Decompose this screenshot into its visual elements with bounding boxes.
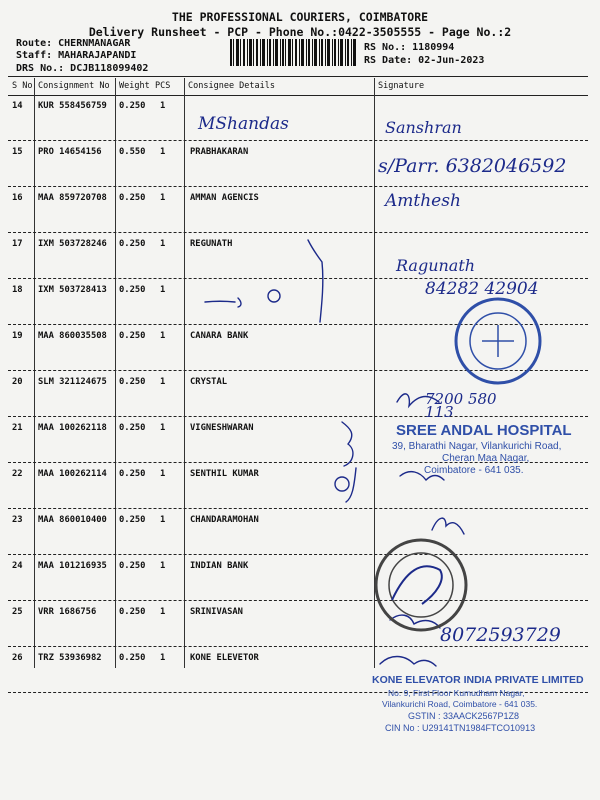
row-pcs: 1: [160, 561, 166, 571]
handwritten-phone: 8072593729: [440, 624, 561, 646]
row-weight: 0.250: [119, 423, 146, 433]
row-pcs: 1: [160, 285, 166, 295]
row-consignee: KONE ELEVETOR: [190, 653, 259, 663]
row-weight: 0.250: [119, 331, 146, 341]
row-pcs: 1: [160, 101, 166, 111]
kone-stamp-line: GSTIN : 33AACK2567P1Z8: [408, 711, 520, 721]
row-consignment: MAA 860035508: [38, 331, 107, 341]
row-weight: 0.250: [119, 607, 146, 617]
row-consignee: REGUNATH: [190, 239, 233, 249]
row-weight: 0.250: [119, 653, 146, 663]
handwritten-signature: s/Parr. 6382046592: [378, 155, 567, 177]
kone-stamp-line: Vilankurichi Road, Coimbatore - 641 035.: [382, 699, 538, 709]
handwritten-name: MShandas: [198, 114, 289, 134]
row-sno: 19: [12, 331, 23, 341]
row-consignee: INDIAN BANK: [190, 561, 249, 571]
row-consignee: PRABHAKARAN: [190, 147, 249, 157]
hospital-stamp-line: Cheran Maa Nagar,: [442, 453, 530, 464]
row-pcs: 1: [160, 607, 166, 617]
handwritten-phone: 84282 42904: [425, 279, 539, 299]
kone-stamp-line: CIN No : U29141TN1984FTCO10913: [385, 723, 536, 733]
row-sno: 26: [12, 653, 23, 663]
row-sno: 15: [12, 147, 23, 157]
handwritten-signature: Sanshran: [385, 118, 462, 137]
row-consignee: VIGNESHWARAN: [190, 423, 254, 433]
handwritten-phone: 7200 580 113: [425, 390, 497, 421]
row-pcs: 1: [160, 423, 166, 433]
row-sno: 21: [12, 423, 23, 433]
kone-stamp-line: No. 9, First Floor Kumudham Nagar,: [388, 688, 525, 698]
row-sno: 17: [12, 239, 23, 249]
col-signature: Signature: [378, 81, 425, 91]
round-seal-icon: [372, 536, 470, 634]
row-consignee: SRINIVASAN: [190, 607, 243, 617]
row-pcs: 1: [160, 653, 166, 663]
row-consignee: AMMAN AGENCIS: [190, 193, 259, 203]
row-weight: 0.250: [119, 193, 146, 203]
row-weight: 0.250: [119, 469, 146, 479]
kone-stamp-title: KONE ELEVATOR INDIA PRIVATE LIMITED: [372, 674, 584, 686]
row-consignment: IXM 503728246: [38, 239, 107, 249]
row-consignee: CANARA BANK: [190, 331, 249, 341]
row-consignment: MAA 100262118: [38, 423, 107, 433]
row-consignment: KUR 558456759: [38, 101, 107, 111]
row-consignee: CHANDARAMOHAN: [190, 515, 259, 525]
col-pcs: PCS: [155, 81, 171, 91]
row-pcs: 1: [160, 147, 166, 157]
row-consignment: VRR 1686756: [38, 607, 97, 617]
row-sno: 20: [12, 377, 23, 387]
row-consignment: MAA 859720708: [38, 193, 107, 203]
company-title: THE PROFESSIONAL COURIERS, COIMBATORE: [171, 10, 429, 24]
col-consignment: Consignment No: [38, 81, 110, 91]
route-label: Route: CHERNMANAGAR: [16, 38, 131, 49]
row-pcs: 1: [160, 469, 166, 479]
runsheet-title: Delivery Runsheet - PCP - Phone No.:0422-3505555 - Page No.:2: [88, 25, 512, 39]
row-sno: 18: [12, 285, 23, 295]
row-weight: 0.250: [119, 239, 146, 249]
handwritten-signature: Ragunath: [396, 256, 476, 275]
hospital-stamp-line: Coimbatore - 641 035.: [424, 465, 524, 476]
row-consignment: MAA 100262114: [38, 469, 107, 479]
row-sno: 24: [12, 561, 23, 571]
row-pcs: 1: [160, 331, 166, 341]
hospital-stamp-title: SREE ANDAL HOSPITAL: [396, 422, 572, 439]
row-consignment: TRZ 53936982: [38, 653, 102, 663]
rs-number: RS No.: 1180994: [364, 42, 455, 53]
row-sno: 22: [12, 469, 23, 479]
row-weight: 0.250: [119, 285, 146, 295]
row-sno: 25: [12, 607, 23, 617]
row-consignment: SLM 321124675: [38, 377, 107, 387]
row-sno: 14: [12, 101, 23, 111]
row-consignment: IXM 503728413: [38, 285, 107, 295]
rs-date: RS Date: 02-Jun-2023: [364, 55, 485, 66]
row-consignment: PRO 14654156: [38, 147, 102, 157]
handwritten-signature: Amthesh: [385, 191, 461, 211]
col-sno: S No: [12, 81, 33, 91]
row-weight: 0.250: [119, 101, 146, 111]
row-weight: 0.550: [119, 147, 146, 157]
row-pcs: 1: [160, 515, 166, 525]
col-consignee: Consignee Details: [188, 81, 275, 91]
hospital-stamp-line: 39, Bharathi Nagar, Vilankurichi Road,: [392, 441, 562, 452]
row-pcs: 1: [160, 193, 166, 203]
row-pcs: 1: [160, 239, 166, 249]
row-consignment: MAA 101216935: [38, 561, 107, 571]
row-weight: 0.250: [119, 515, 146, 525]
staff-label: Staff: MAHARAJAPANDI: [16, 50, 137, 61]
row-pcs: 1: [160, 377, 166, 387]
row-sno: 16: [12, 193, 23, 203]
row-consignee: CRYSTAL: [190, 377, 228, 387]
row-weight: 0.250: [119, 561, 146, 571]
row-consignee: SENTHIL KUMAR: [190, 469, 259, 479]
bank-seal-icon: [452, 295, 544, 387]
row-sno: 23: [12, 515, 23, 525]
row-weight: 0.250: [119, 377, 146, 387]
row-consignment: MAA 860010400: [38, 515, 107, 525]
col-weight: Weight: [119, 81, 150, 91]
drs-label: DRS No.: DCJB118099402: [16, 63, 149, 74]
